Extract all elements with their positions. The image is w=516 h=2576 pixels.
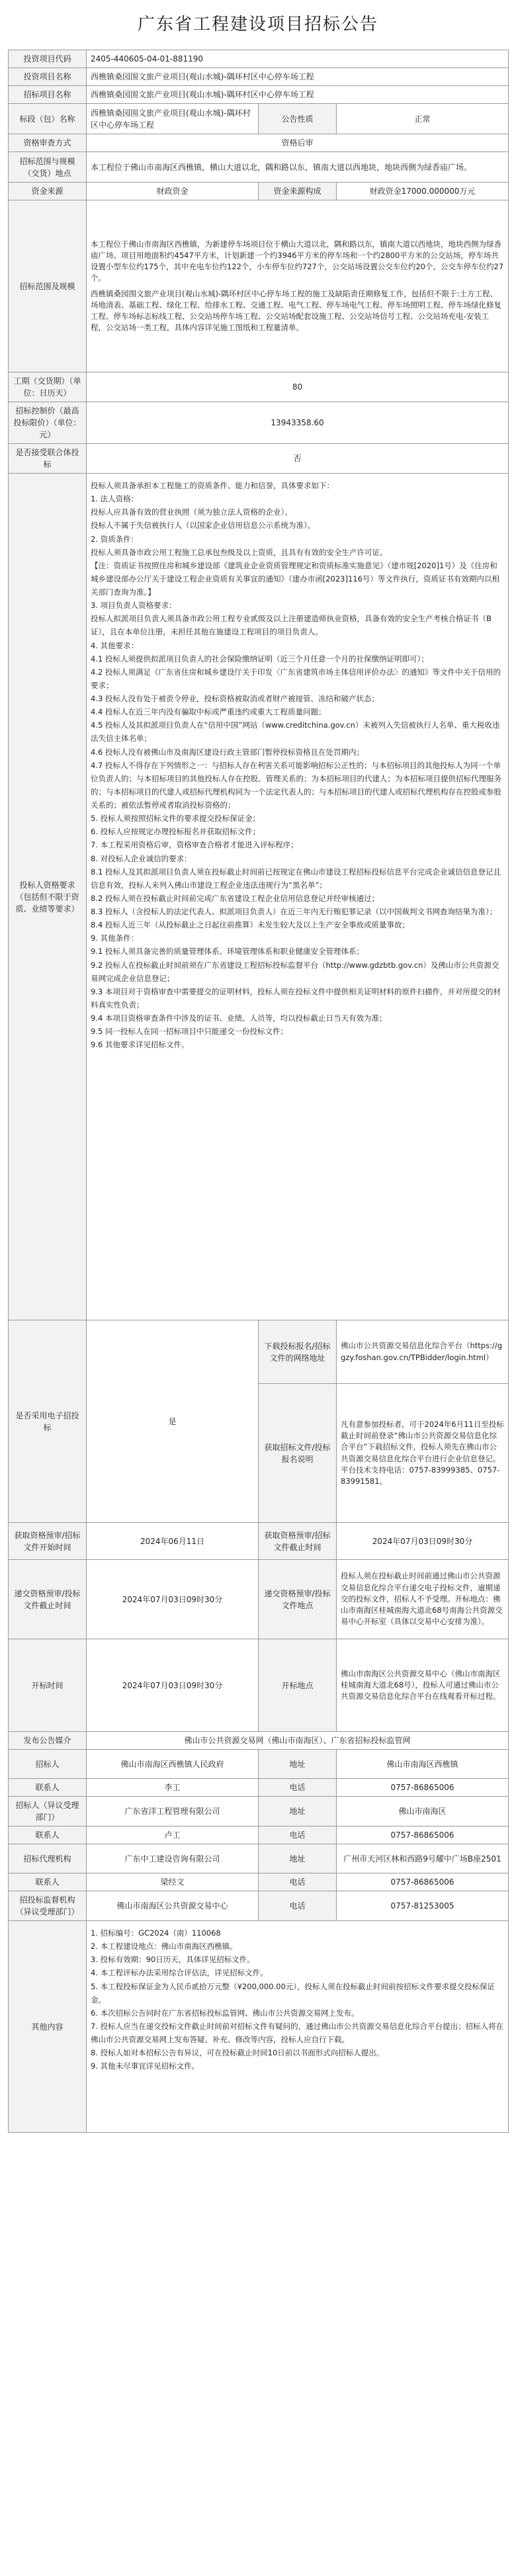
requirement-line: 9.5 同一投标人在同一招标项目中只能递交一份投标文件； [91, 1027, 288, 1037]
value-combo: 否 [87, 444, 509, 474]
label-monitor: 招投标监督机构（异议受理部门） [9, 1891, 87, 1921]
requirement-line: 8.2 投标人须在投标截止时间前完成广东省建设工程企业信用信息登记并经审核通过； [91, 893, 379, 903]
requirement-line: 7. 本工程采用资格后审，资格审查合格者才能进入评标程序； [91, 840, 298, 850]
row-requirements [9, 474, 509, 1320]
label-project-no: 投资项目代码 [9, 50, 87, 68]
value-agent: 广东中工建设咨询有限公司 [87, 1844, 259, 1873]
other-line: 9. 其他未尽事宜详见招标文件。 [91, 2061, 200, 2071]
requirement-line: 9.6 其他要求详见招标文件。 [91, 1040, 189, 1050]
value-supervisor-phone: 0757-86865006 [337, 1826, 509, 1844]
row-bid-project-name [9, 86, 509, 104]
label-other: 其他内容 [9, 1921, 87, 2133]
requirement-line: 4.7 投标人不得存在下列情形之一：与招标人存在利害关系可能影响招标公正性的；与本招标项目的其他投标人为同一个单位负责人的；与本招标项目的其他投标人存在控股、管理关系的；为本招标项目的代建人；为本招标项目提供招标代理服务的；与本招标项目的代建人或招标代理机构同为一个法定代表人的；与本招标项目的代建人或招标代理机构存在控股或参股关系的；被依法暂停或者取消投标资格的； [91, 760, 501, 810]
row-other [9, 1921, 509, 2133]
value-project-name: 西樵镇桑园围文旅产业项目(观山水城)-隅环村区中心停车场工程 [87, 68, 509, 86]
value-requirements [87, 474, 509, 1320]
requirement-line: 4.2 投标人须满足《广东省住房和城乡建设厅关于印发〈广东省建筑市场主体信用评价办法〉的通知》等文件中关于信用的要求； [91, 667, 501, 690]
label-tenderer: 招标人 [9, 1750, 87, 1779]
page-title: 广东省工程建设项目招标公告 [137, 15, 378, 34]
tender-info-table [8, 50, 509, 2133]
value-scope: 本工程位于佛山市南海区西樵镇，横山大道以北，隅和路以东，镇南大道以西地块，地块西侧为绿香庙广场。 [87, 152, 509, 183]
value-submit-deadline: 2024年07月03日09时30分 [87, 1560, 259, 1639]
label-open-time: 开标时间 [9, 1639, 87, 1732]
requirement-line: 投标人不属于失信被执行人（以国家企业信用信息公示系统为准）。 [91, 521, 316, 531]
row-get-time [9, 1523, 509, 1560]
row-supervisor-contact [9, 1826, 509, 1844]
other-line: 8. 投标人如对本招标公告有异议，可在投标截止时间10日前以书面形式向招标人提出。 [91, 2048, 384, 2058]
label-funding-amount: 资金来源构成 [259, 183, 337, 200]
value-funding-source: 财政资金 [87, 183, 259, 200]
value-electronic: 是 [87, 1320, 259, 1523]
label-project-name: 投资项目名称 [9, 68, 87, 86]
label-open-place: 开标地点 [259, 1639, 337, 1732]
row-monitor [9, 1891, 509, 1921]
row-combo [9, 444, 509, 474]
label-get-end: 获取资格预审/招标文件截止时间 [259, 1523, 337, 1560]
other-line: 4. 本工程评标办法采用综合评估法，详见招标文件。 [91, 1968, 268, 1978]
requirement-line: 6. 投标人应按规定办理投标报名并获取招标文件； [91, 827, 261, 837]
row-project-no [9, 50, 509, 68]
requirement-line: 2. 资质条件： [91, 534, 139, 544]
label-agent: 招标代理机构 [9, 1844, 87, 1873]
value-supervisor: 广东省洋工程管理有限公司 [87, 1797, 259, 1826]
requirement-line: 9. 其他条件： [91, 933, 139, 943]
requirement-line: 8.4 投标人近三年（从投标截止之日起往前推算）未发生较大及以上生产安全事故或质量事故； [91, 920, 409, 930]
row-agent [9, 1844, 509, 1873]
value-qualification: 资格后审 [87, 134, 509, 152]
label-submit-deadline: 递交资格预审/投标文件截止时间 [9, 1560, 87, 1639]
other-line: 6. 本次招标公告同时在广东省招标投标监管网、佛山市公共资源交易网上发布。 [91, 2008, 359, 2018]
label-bid-project-name: 招标项目名称 [9, 86, 87, 104]
value-tenderer-phone: 0757-86865006 [337, 1779, 509, 1797]
label-lot: 标段（包）名称 [9, 104, 87, 134]
other-line: 5. 本工程投标保证金为人民币贰拾万元整（¥200,000.00元），投标人须在投标截止时间前按招标文件要求提交投标保证金。 [91, 1981, 495, 2004]
label-tenderer-addr: 地址 [259, 1750, 337, 1779]
label-media: 发布公告媒介 [9, 1732, 87, 1750]
label-electronic: 是否采用电子招投标 [9, 1320, 87, 1523]
requirement-line: 9.3 本项目对于资格审查中需要提交的证明材料，投标人须在投标文件中提供相关证明材料的原件扫描件，并对所提交的材料真实性负责； [91, 986, 501, 1009]
value-funding-amount: 财政资金17000.000000万元 [337, 183, 509, 200]
row-lot [9, 104, 509, 134]
value-download[interactable]: 佛山市公共资源交易信息化综合平台（https://ggzy.foshan.gov.cn/TPBidder/login.html） [337, 1320, 509, 1384]
label-scope: 招标范围与规模（交货）地点 [9, 152, 87, 183]
value-monitor: 佛山市南海区公共资源交易中心 [87, 1891, 259, 1921]
label-duration: 工期（交货期）（单位：日历天） [9, 372, 87, 402]
value-other [87, 1921, 509, 2133]
requirement-line: 8. 对投标人企业诚信的要求： [91, 853, 192, 863]
requirement-line: 9.4 本项目资格审查条件中涉及的证书、业绩、人员等，均以投标截止日当天有效为准； [91, 1013, 387, 1023]
label-tenderer-contact: 联系人 [9, 1779, 87, 1797]
requirement-line: 4. 其他要求： [91, 640, 139, 650]
value-monitor-phone: 0757-81253005 [337, 1891, 509, 1921]
row-tenderer-contact [9, 1779, 509, 1797]
label-tenderer-phone: 电话 [259, 1779, 337, 1797]
row-agent-contact [9, 1873, 509, 1891]
value-agent-addr: 广州市天河区林和西路9号耀中广场B座2501 [337, 1844, 509, 1873]
row-supervisor [9, 1797, 509, 1826]
requirement-line: 5. 投标人须按照招标文件的要求提交投标保证金； [91, 814, 261, 824]
label-combo: 是否接受联合体投标 [9, 444, 87, 474]
value-tenderer-contact: 李工 [87, 1779, 259, 1797]
label-supervisor-contact: 联系人 [9, 1826, 87, 1844]
row-tenderer [9, 1750, 509, 1779]
value-supervisor-contact: 卢工 [87, 1826, 259, 1844]
value-supervisor-addr: 佛山市南海区 [337, 1797, 509, 1826]
row-qualification [9, 134, 509, 152]
label-qualification: 资格审查方式 [9, 134, 87, 152]
requirement-line: 投标人拟派项目负责人须具备市政公用工程专业贰级及以上注册建造师执业资格，具备有效的安全生产考核合格证书（B证），且在本单位注册，未担任其他在施建设工程项目的项目负责人。 [91, 614, 492, 637]
label-scale: 招标范围及规模 [9, 200, 87, 372]
row-scope [9, 152, 509, 183]
row-duration [9, 372, 509, 402]
label-supervisor-addr: 地址 [259, 1797, 337, 1826]
label-agent-contact: 联系人 [9, 1873, 87, 1891]
value-lot: 西樵镇桑园围文旅产业项目(观山水城)-隅环村区中心停车场工程 [87, 104, 259, 134]
label-requirements: 投标人资格要求（包括但不限于资质、业绩等要求） [9, 474, 87, 1320]
other-line: 2. 本工程建设地点：佛山市南海区西樵镇。 [91, 1942, 237, 1952]
label-supervisor-phone: 电话 [259, 1826, 337, 1844]
row-submit-deadline [9, 1560, 509, 1639]
value-bid-project-name: 西樵镇桑园围文旅产业项目(观山水城)-隅环村区中心停车场工程 [87, 86, 509, 104]
value-project-no: 2405-440605-04-01-881190 [87, 50, 509, 68]
requirement-line: 4.3 投标人没有处于被责令停业，投标资格被取消或者财产被接管、冻结和破产状态； [91, 694, 379, 703]
value-submit-guide: 凡有意参加投标者，可于2024年6月11日至投标截止时间前登录“佛山市公共资源交易信息化综合平台”下载招标文件，投标人须先在佛山市公共资源交易信息化综合平台进行企业信息登记。平台技术支持电话：0757-83999385、0757-83991581。 [337, 1384, 509, 1523]
requirement-line: 9.1 投标人须具备完善的质量管理体系、环境管理体系和职业健康安全管理体系； [91, 947, 364, 957]
value-scale [87, 200, 509, 372]
requirement-line: 9.2 投标人在投标截止时间前须在广东省建设工程招标投标监督平台（http://www.gdzbtb.gov.cn）及佛山市公共资源交易网完成企业信息登记； [91, 960, 499, 983]
label-funding-source: 资金来源 [9, 183, 87, 200]
value-agent-phone: 0757-86865006 [337, 1873, 509, 1891]
row-funding [9, 183, 509, 200]
label-monitor-phone: 电话 [259, 1891, 337, 1921]
requirement-line: 4.5 投标人及其拟派项目负责人在“信用中国”网站（www.creditchina.gov.cn）未被列入失信被执行人名单、重大税收违法失信主体名单； [91, 720, 500, 744]
requirement-line: 投标人须具备承担本工程施工的资质条件、能力和信誉，具体要求如下： [91, 481, 334, 490]
requirement-line: 投标人须具备市政公用工程施工总承包叁级及以上资质，且具有有效的安全生产许可证。 [91, 547, 388, 557]
value-get-end: 2024年07月03日09时30分 [337, 1523, 509, 1560]
other-line: 7. 投标人应当在递交投标文件截止时间前对招标文件有疑问的，通过佛山市公共资源交易信息化综合平台提出；招标人将在佛山市公共资源交易网上发布答疑、补充、修改等内容，投标人应自行下载。 [91, 2021, 504, 2044]
label-notice-type: 公告性质 [259, 104, 337, 134]
requirement-line: 4.1 投标人须提供拟派项目负责人的社会保险缴纳证明（近三个月任意一个月的社保缴纳证明即可）； [91, 654, 429, 664]
value-duration: 80 [87, 372, 509, 402]
row-project-name [9, 68, 509, 86]
requirement-line: 3. 项目负责人资格要求： [91, 601, 177, 611]
other-line: 1. 招标编号：GC2024（南）110068 [91, 1928, 221, 1938]
row-electronic-1 [9, 1320, 509, 1384]
value-submit-place: 投标人须在投标截止时间前通过佛山市公共资源交易信息化综合平台递交电子投标文件，逾期递交的投标文件，招标人不予受理。开标地点：佛山市南海区桂城南海大道北68号南海公共资源交易中心开标室（具体以交易中心安排为准）。 [337, 1560, 509, 1639]
scale-paragraph: 本工程位于佛山市南海区西樵镇，为新建停车场项目位于横山大道以北，隅和路以东，镇南大道以西地块，地块西侧为绿香庙广场。项目用地面积约4547平方米，计划新建一个约3946平方米的停车场和一个约2800平方米的公交站场，停车场共设置小型车位约175个，其中充电车位约122个，小车停车位约727个，公交站场设置公交车位约20个。公交车停车位约27个。 [91, 239, 504, 283]
value-tenderer: 佛山市南海区西樵镇人民政府 [87, 1750, 259, 1779]
value-media: 佛山市公共资源交易网（佛山市南海区）、广东省招标投标监管网 [87, 1732, 509, 1750]
scale-paragraph: 西樵镇桑园围文旅产业项目(观山水城)-隅环村区中心停车场工程的施工及缺陷责任期修复工作，包括但不限于:土方工程、场地清表、基础工程、绿化工程、给排水工程、交通工程、电气工程、停车场电气工程、停车场照明工程、停车场绿化修复工程、停车场标志标线工程、公交站场停车场工程、公交站场配套设施工程、公交站场信号工程、公交站场充电-安装工程，公交站场一类工程，具体内容详见施工图纸和工程量清单。 [91, 288, 501, 333]
requirement-line: 4.6 投标人没有被佛山市及南海区建设行政主管部门暂停投标资格且在处罚期内； [91, 747, 364, 757]
requirement-line: 4.4 投标人在近三年内没有骗取中标或严重违约或重大工程质量问题； [91, 707, 326, 717]
requirement-line: 1. 法人资格： [91, 494, 139, 504]
requirement-line: 8.3 投标人（含投标人的法定代表人、拟派项目负责人）在近三年内无行贿犯罪记录（以中国裁判文书网查询结果为准）； [91, 907, 497, 916]
value-open-time: 2024年07月03日09时30分 [87, 1639, 259, 1732]
label-submit-guide: 获取招标文件/投标报名说明 [259, 1384, 337, 1523]
row-scale [9, 200, 509, 372]
label-get-start: 获取资格预审/招标文件开始时间 [9, 1523, 87, 1560]
label-supervisor: 招标人（异议受理部门） [9, 1797, 87, 1826]
value-tenderer-addr: 佛山市南海区西樵镇 [337, 1750, 509, 1779]
requirement-line: 投标人应具备有效的营业执照（须为独立法人资格的企业）。 [91, 507, 292, 517]
row-media [9, 1732, 509, 1750]
requirement-line: 8.1 投标人及其拟派项目负责人须在投标截止时间前已按规定在佛山市建设工程招标投标信息平台完成企业诚信信息登记且信息有效，投标人未列入佛山市建设工程企业违法违规行为“黑名单”； [91, 867, 501, 890]
value-control-price: 13943358.60 [87, 402, 509, 444]
label-agent-addr: 地址 [259, 1844, 337, 1873]
label-control-price: 招标控制价（最高投标限价）（单位：元） [9, 402, 87, 444]
other-line: 3. 投标有效期：90日历天，具体详见招标文件。 [91, 1955, 255, 1965]
value-agent-contact: 梁经文 [87, 1873, 259, 1891]
row-open-time [9, 1639, 509, 1732]
row-control-price [9, 402, 509, 444]
label-agent-phone: 电话 [259, 1873, 337, 1891]
value-notice-type: 正常 [337, 104, 509, 134]
label-download: 下载投标报名/招标文件的网络地址 [259, 1320, 337, 1384]
value-get-start: 2024年06月11日 [87, 1523, 259, 1560]
requirement-line: 【注：资质证书按照住房和城乡建设部《建筑业企业资质管理规定和资质标准实施意见》（建市规[2020]1号）及《住房和城乡建设部办公厅关于建设工程企业资质有关事宜的通知》（建办市函[2023]116号）等文件执行，资质证书有效期内以相关部门查询为准。】 [91, 560, 499, 597]
value-open-place: 佛山市南海区公共资源交易中心（佛山市南海区桂城南海大道北68号），投标人可通过佛山市公共资源交易信息化综合平台在线观看开标过程。 [337, 1639, 509, 1732]
label-submit-place: 递交资格预审/投标文件地点 [259, 1560, 337, 1639]
